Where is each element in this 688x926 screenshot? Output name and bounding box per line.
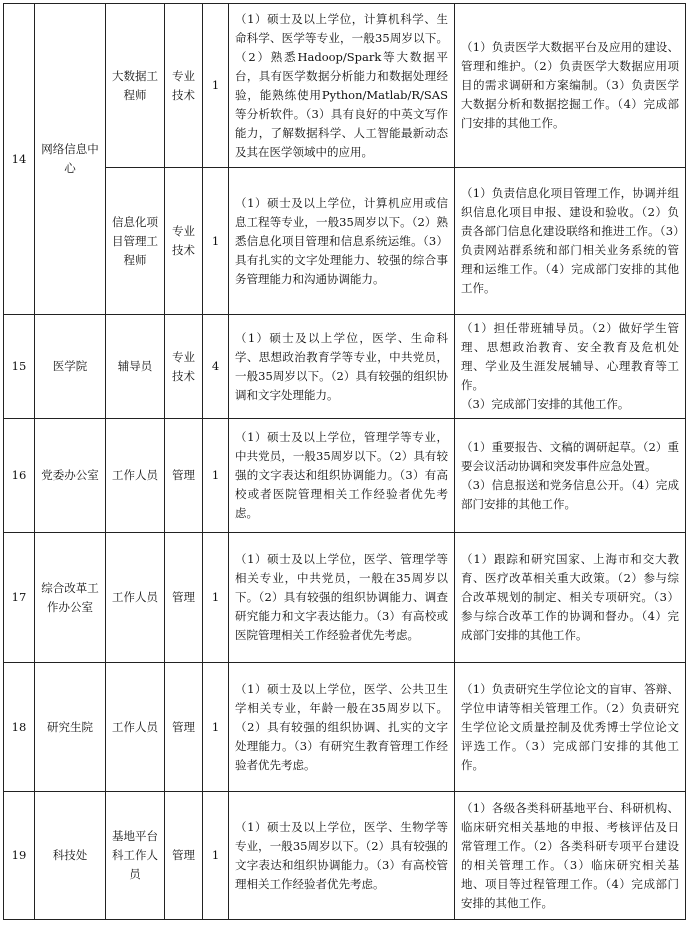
table-row — [4, 315, 686, 419]
table-row — [4, 663, 686, 792]
headcount-cell: 1 — [203, 792, 229, 920]
table-row — [4, 419, 686, 533]
row-number: 19 — [4, 792, 35, 920]
requirements-text: （1）硕士及以上学位，医学、公共卫生学相关专业，年龄一般在35周岁以下。（2）具有较强的组织协调、扎实的文字处理能力。（3）有研究生教育管理工作经验者优先考虑。 — [235, 681, 448, 772]
position-cell: 大数据工程师 — [106, 4, 165, 168]
headcount-cell: 1 — [203, 533, 229, 663]
position-cell: 信息化项目管理工程师 — [106, 168, 165, 315]
headcount-cell: 1 — [203, 663, 229, 792]
category-cell: 专业技术 — [165, 168, 203, 315]
duties-text: （1）负责研究生学位论文的盲审、答辩、学位申请等相关管理工作。（2）负责研究生学位论文质量控制及优秀博士学位论文评选工作。（3）完成部门安排的其他工作。 — [461, 681, 679, 772]
row-number: 15 — [4, 315, 35, 419]
row-number: 17 — [4, 533, 35, 663]
requirements-cell — [229, 663, 455, 792]
duties-text: （1）担任带班辅导员。（2）做好学生管理、思想政治教育、安全教育及危机处理、学业及生涯发展辅导、心理教育等工作。 — [461, 321, 679, 392]
requirements-cell — [229, 4, 455, 168]
position-cell: 工作人员 — [106, 663, 165, 792]
recruitment-table — [3, 3, 686, 920]
department-cell: 网络信息中心 — [35, 4, 106, 315]
requirements-text: （1）硕士及以上学位，计算机应用或信息工程等专业，一般35周岁以下。（2）熟悉信息化项目管理和信息系统运维。（3）具有扎实的文字处理能力、较强的综合事务管理能力和沟通协调能力。 — [235, 195, 448, 286]
headcount-cell: 4 — [203, 315, 229, 419]
department-cell: 研究生院 — [35, 663, 106, 792]
department-cell: 党委办公室 — [35, 419, 106, 533]
duties-text: （1）负责医学大数据平台及应用的建设、管理和维护。（2）负责医学大数据应用项目的需求调研和方案编制。（3）负责医学大数据分析和数据挖掘工作。（4）完成部门安排的其他工作。 — [461, 40, 679, 130]
position-cell: 工作人员 — [106, 419, 165, 533]
row-number: 16 — [4, 419, 35, 533]
headcount-cell: 1 — [203, 4, 229, 168]
table-row — [4, 4, 686, 168]
category-cell: 管理 — [165, 533, 203, 663]
category-cell: 专业技术 — [165, 4, 203, 168]
requirements-text: （1）硕士及以上学位，计算机科学、生命科学、医学等专业，一般35周岁以下。（2）熟悉Hadoop/Spark等大数据平台，具有医学数据分析能力和数据处理经验，能熟练使用Python/Matlab/R/SAS等分析软件。（3）具有良好的中英文写作能力，了解数据科学、人工智能最新动态及其在医学领域中的应用。 — [235, 11, 448, 159]
row-number: 14 — [4, 4, 35, 315]
table-row — [4, 533, 686, 663]
requirements-text: （1）硕士及以上学位，管理学等专业，中共党员，一般35周岁以下。（2）具有较强的文字表达和组织协调能力。（3）有高校或者医院管理相关工作经验者优先考虑。 — [235, 430, 448, 520]
duties-cell — [455, 168, 686, 315]
requirements-text: （1）硕士及以上学位，医学、生物学等专业，一般35周岁以下。（2）具有较强的文字表达和组织协调能力。（3）有高校管理相关工作经验者优先考虑。 — [235, 819, 448, 891]
department-cell: 医学院 — [35, 315, 106, 419]
table-row — [4, 168, 686, 315]
category-cell: 管理 — [165, 792, 203, 920]
duties-cell — [455, 4, 686, 168]
position-cell: 工作人员 — [106, 533, 165, 663]
position-cell: 基地平台科工作人员 — [106, 792, 165, 920]
requirements-text: （1）硕士及以上学位，医学、管理学等相关专业，中共党员，一般在35周岁以下。（2）具有较强的组织协调能力、调查研究能力和文字表达能力。（3）有高校或医院管理相关工作经验者优先考虑。 — [235, 552, 448, 642]
duties-cell — [455, 663, 686, 792]
headcount-cell: 1 — [203, 168, 229, 315]
position-cell: 辅导员 — [106, 315, 165, 419]
department-cell: 综合改革工作办公室 — [35, 533, 106, 663]
duties-text: （3）完成部门安排的其他工作。 — [461, 397, 630, 411]
duties-text: （1）跟踪和研究国家、上海市和交大教育、医疗改革相关重大政策。（2）参与综合改革规划的制定、相关专项研究。（3）参与综合改革工作的协调和督办。（4）完成部门安排的其他工作。 — [461, 552, 679, 642]
duties-cell — [455, 419, 686, 533]
department-cell: 科技处 — [35, 792, 106, 920]
duties-cell — [455, 315, 686, 419]
row-number: 18 — [4, 663, 35, 792]
duties-text: （1）负责信息化项目管理工作，协调并组织信息化项目申报、建设和验收。（2）负责各部门信息化建设联络和推进工作。（3）负责网站群系统和部门相关业务系统的管理和运维工作。（4）完成部门安排的其他工作。 — [461, 186, 679, 295]
duties-text: （1）重要报告、文稿的调研起草。（2）重要会议活动协调和突发事件应急处置。 — [461, 439, 679, 473]
requirements-cell — [229, 315, 455, 419]
requirements-cell — [229, 533, 455, 663]
category-cell: 管理 — [165, 419, 203, 533]
category-cell: 管理 — [165, 663, 203, 792]
requirements-text: （1）硕士及以上学位，医学、生命科学、思想政治教育学等专业，中共党员，一般35周岁以下。（2）具有较强的组织协调和文字处理能力。 — [235, 330, 448, 402]
requirements-cell — [229, 168, 455, 315]
duties-text: （1）各级各类科研基地平台、科研机构、临床研究相关基地的申报、考核评估及日常管理工作。（2）各类科研专项平台建设的相关管理工作。（3）临床研究相关基地、项目等过程管理工作。（4）完成部门安排的其他工作。 — [461, 800, 679, 910]
requirements-cell — [229, 792, 455, 920]
headcount-cell: 1 — [203, 419, 229, 533]
table-row — [4, 792, 686, 920]
duties-text: （3）信息报送和党务信息公开。（4）完成部门安排的其他工作。 — [461, 477, 679, 511]
requirements-cell — [229, 419, 455, 533]
category-cell: 专业技术 — [165, 315, 203, 419]
duties-cell — [455, 533, 686, 663]
duties-cell — [455, 792, 686, 920]
